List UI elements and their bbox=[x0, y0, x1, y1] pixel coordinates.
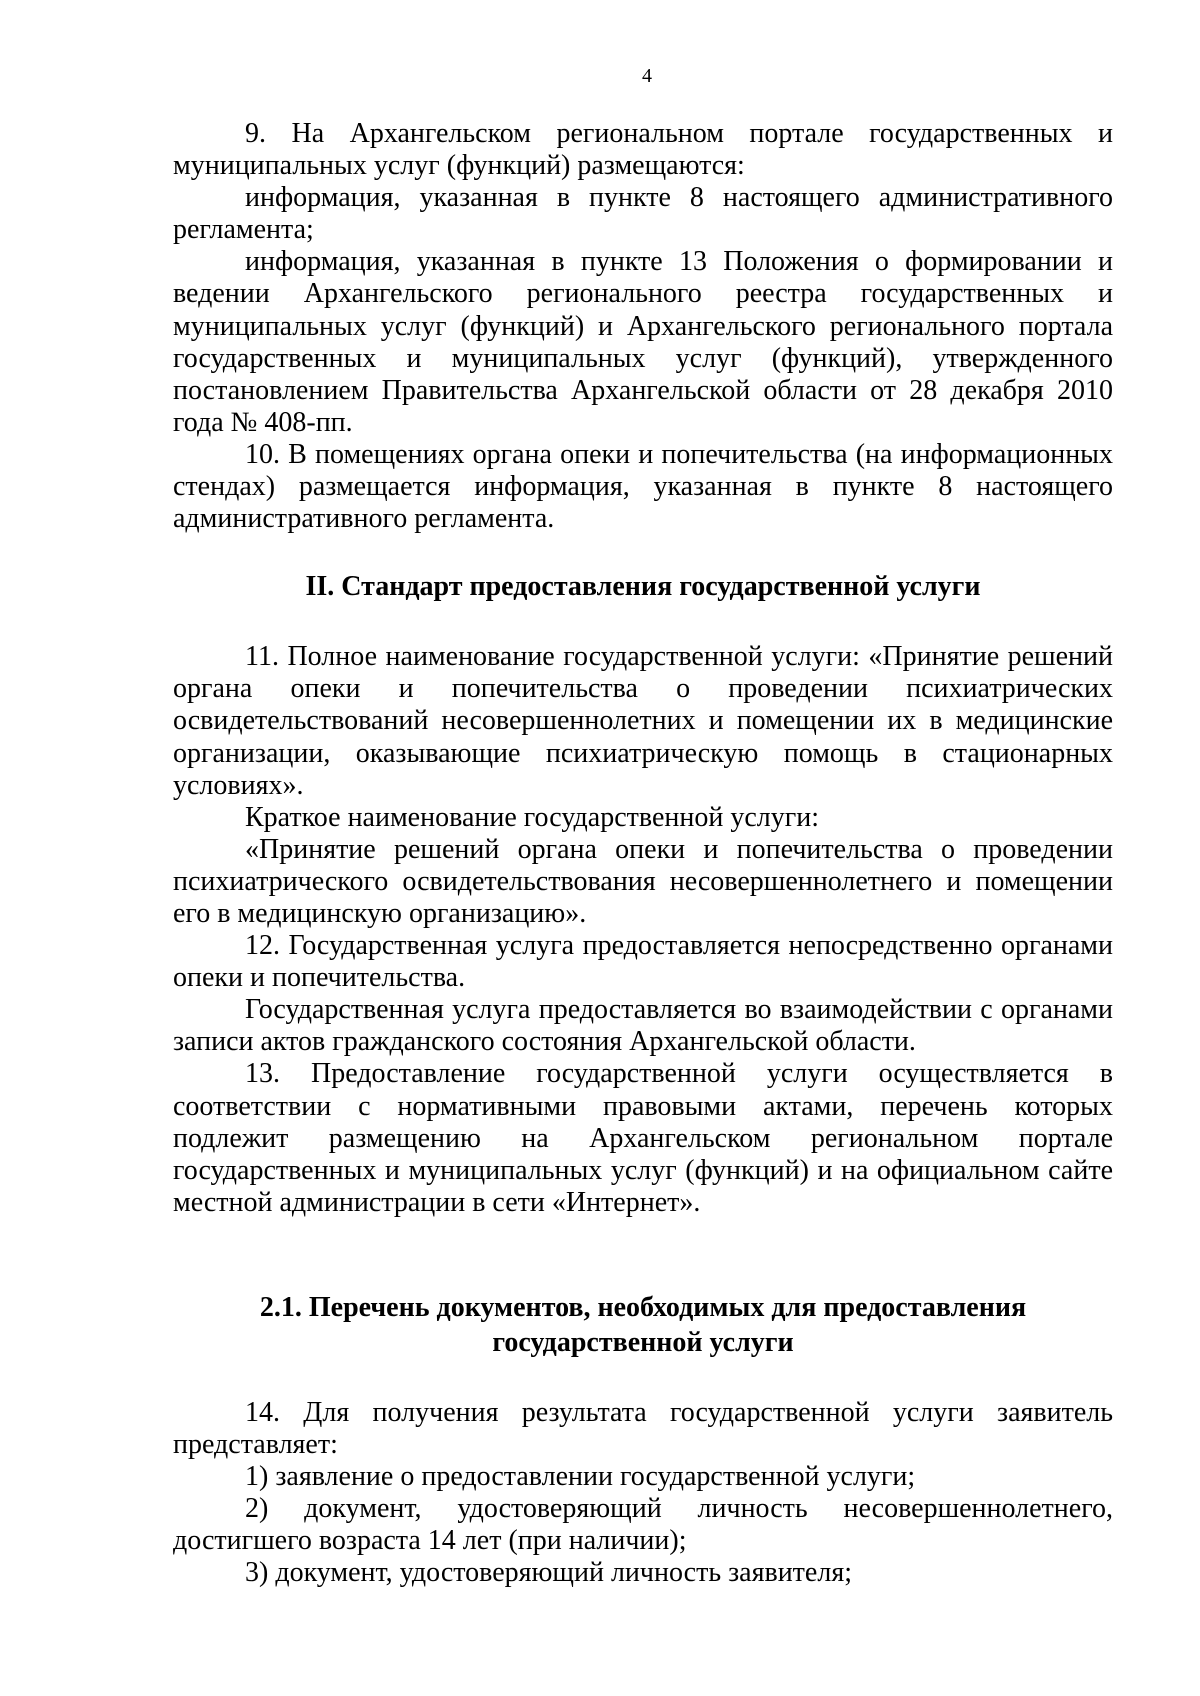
paragraph-13: 13. Предоставление государственной услуги осуществляется в соответствии с нормативными правовыми актами, перечень которых подлежит размещению на Архангельском региональном портале государственных и муниципальных услуг (функций) и на официальном сайте местной администрации в сети «Интернет». bbox=[173, 1058, 1113, 1218]
paragraph-14: 14. Для получения результата государственной услуги заявитель представляет: bbox=[173, 1396, 1113, 1460]
section-2-heading: II. Стандарт предоставления государственной услуги bbox=[305, 571, 981, 603]
document-page bbox=[173, 64, 1113, 1589]
section-2-1-heading bbox=[173, 1290, 1113, 1360]
paragraph-11-short-name-label: Краткое наименование государственной услуги: bbox=[245, 801, 819, 833]
paragraph-9-item-2: информация, указанная в пункте 13 Положения о формировании и ведении Архангельского регионального реестра государственных и муниципальных услуг (функций) и Архангельского регионального портала государственных и муниципальных услуг (функций), утвержденного постановлением Правительства Архангельской области от 28 декабря 2010 года № 408-пп. bbox=[173, 246, 1113, 438]
paragraph-9: 9. На Архангельском региональном портале государственных и муниципальных услуг (функций) размещаются: bbox=[173, 118, 1113, 182]
paragraph-14-item-3: 3) документ, удостоверяющий личность заявителя; bbox=[245, 1557, 852, 1589]
paragraph-10: 10. В помещениях органа опеки и попечительства (на информационных стендах) размещается информация, указанная в пункте 8 настоящего административного регламента. bbox=[173, 438, 1113, 535]
paragraph-11-short-name: «Принятие решений органа опеки и попечительства о проведении психиатрического освидетельствования несовершеннолетнего и помещении его в медицинскую организацию». bbox=[173, 833, 1113, 929]
paragraph-12-interaction: Государственная услуга предоставляется во взаимодействии с органами записи актов гражданского состояния Архангельской области. bbox=[173, 994, 1113, 1058]
paragraph-12: 12. Государственная услуга предоставляется непосредственно органами опеки и попечительства. bbox=[173, 930, 1113, 994]
section-2-1-heading-line1: 2.1. Перечень документов, необходимых для предоставления bbox=[259, 1291, 1027, 1323]
section-2-1-heading-line2: государственной услуги bbox=[492, 1326, 794, 1358]
page-number: 4 bbox=[642, 65, 652, 87]
paragraph-14-item-1: 1) заявление о предоставлении государственной услуги; bbox=[245, 1461, 916, 1493]
paragraph-11: 11. Полное наименование государственной услуги: «Принятие решений органа опеки и попечительства о проведении психиатрических освидетельствований несовершеннолетних и помещении их в медицинские организации, оказывающие психиатрическую помощь в стационарных условиях». bbox=[173, 641, 1113, 801]
paragraph-14-item-2: 2) документ, удостоверяющий личность несовершеннолетнего, достигшего возраста 14 лет (при наличии); bbox=[173, 1493, 1113, 1557]
paragraph-9-item-1: информация, указанная в пункте 8 настоящего административного регламента; bbox=[173, 182, 1113, 246]
